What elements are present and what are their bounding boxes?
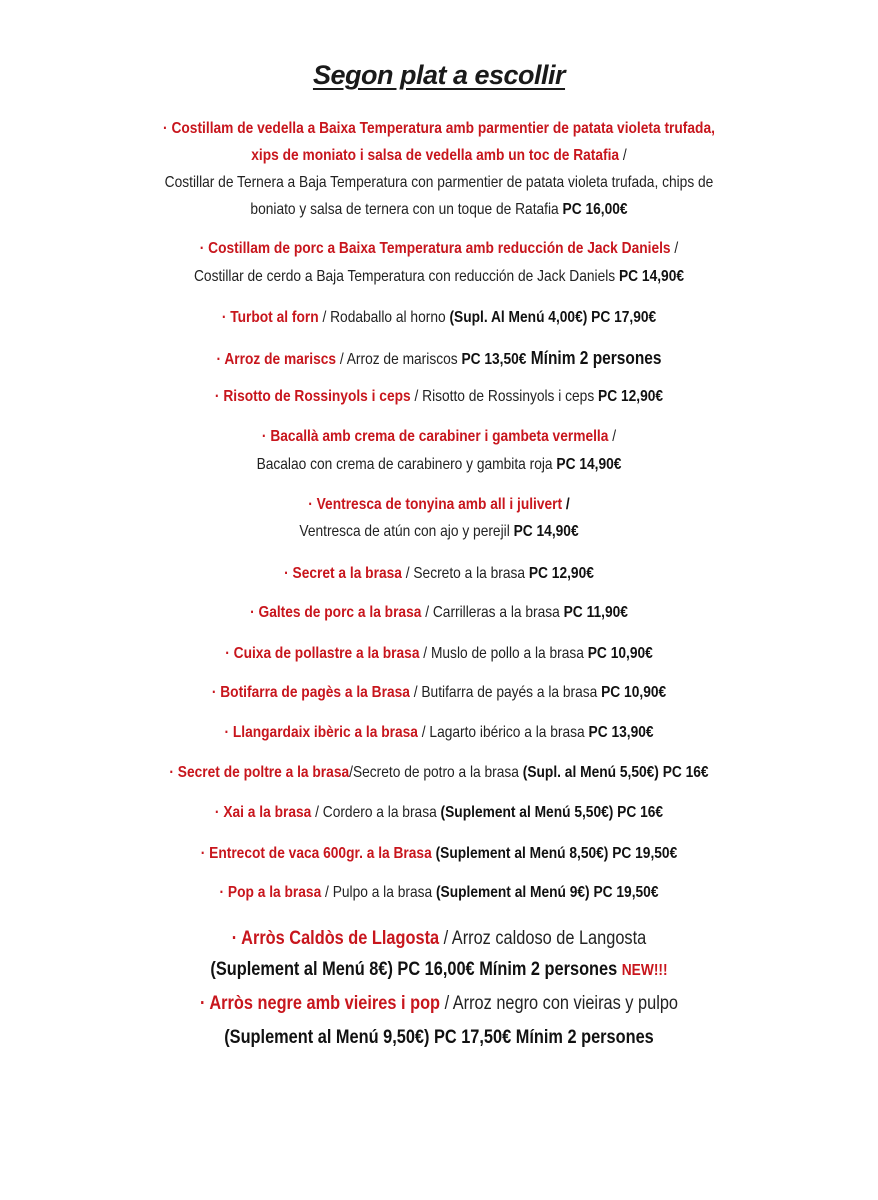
dish-name-spanish: Bacalao con crema de carabinero y gambita roja (256, 456, 557, 473)
new-badge: NEW!!! (621, 962, 668, 979)
dish-botifarra (61, 684, 816, 702)
dish-price: PC 14,90€ (556, 456, 622, 473)
dish-ribs-veal-line3 (61, 174, 816, 192)
dish-name-catalan: · Xai a la brasa (214, 804, 312, 821)
dish-name-catalan: xips de moniato i salsa de vedella amb un toc de Ratafia (251, 147, 620, 164)
dish-name-spanish: /Secreto de potro a la brasa (349, 764, 523, 781)
dish-name-catalan: · Llangardaix ibèric a la brasa (224, 724, 418, 741)
dish-price: (Suplement al Menú 5,50€) PC 16€ (440, 804, 664, 821)
dish-name-spanish: / Secreto a la brasa (401, 565, 529, 582)
dish-lobster-rice-line1 (61, 928, 816, 950)
dish-black-rice-line2 (61, 1027, 816, 1049)
dish-name-spanish: / Rodaballo al horno (322, 309, 450, 326)
dish-price: PC 14,90€ (513, 523, 579, 540)
dish-price: PC 10,90€ (587, 645, 653, 662)
dish-name-catalan: · Risotto de Rossinyols i ceps (214, 388, 415, 405)
dish-name-catalan: · Galtes de porc a la brasa (250, 604, 422, 621)
dish-entrecot (61, 845, 816, 863)
dish-black-rice-line1 (61, 993, 816, 1015)
dish-tuna-line2 (61, 523, 816, 541)
dish-cod-line1 (61, 428, 816, 446)
dish-lobster-rice-line2 (61, 959, 816, 981)
separator: / (608, 428, 617, 445)
dish-name-spanish: Costillar de cerdo a Baja Temperatura con reducción de Jack Daniels (193, 268, 619, 285)
dish-ribs-pork-line2 (61, 268, 816, 286)
dish-name-catalan: · Secret de poltre a la brasa (169, 764, 350, 781)
dish-price: PC 13,90€ (588, 724, 654, 741)
dish-name-catalan: · Costillam de vedella a Baixa Temperatura amb parmentier de patata violeta trufada, (163, 120, 715, 137)
dish-name-spanish: / Carrilleras a la brasa (421, 604, 564, 621)
dish-lamb (61, 804, 816, 822)
dish-name-catalan: · Cuixa de pollastre a la brasa (225, 645, 420, 662)
dish-price: (Suplement al Menú 8,50€) PC 19,50€ (435, 845, 678, 862)
dish-name-spanish: / Pulpo a la brasa (321, 884, 436, 901)
dish-turbot (61, 309, 816, 327)
dish-name-catalan: · Arròs Caldòs de Llagosta (231, 928, 440, 949)
separator: / (562, 496, 570, 513)
dish-name-spanish: / Arroz de mariscos (336, 351, 462, 368)
dish-cod-line2 (61, 456, 816, 474)
dish-name-catalan: · Bacallà amb crema de carabiner i gambeta vermella (261, 428, 609, 445)
dish-name-catalan: · Botifarra de pagès a la Brasa (211, 684, 410, 701)
dish-pork-cheeks (61, 604, 816, 622)
dish-name-catalan: · Pop a la brasa (219, 884, 322, 901)
dish-ribs-veal-line4 (61, 201, 816, 219)
dish-name-spanish: / Arroz caldoso de Langosta (439, 928, 647, 949)
dish-name-catalan: · Costillam de porc a Baixa Temperatura amb reducción de Jack Daniels (199, 240, 671, 257)
dish-name-spanish: / Lagarto ibérico a la brasa (417, 724, 589, 741)
dish-name-spanish: / Cordero a la brasa (311, 804, 441, 821)
dish-secret-pork (61, 565, 816, 583)
dish-price: PC 10,90€ (601, 684, 667, 701)
dish-chicken-thigh (61, 645, 816, 663)
dish-price: (Suplement al Menú 9€) PC 19,50€ (435, 884, 659, 901)
dish-name-spanish: boniato y salsa de ternera con un toque de Ratafia (250, 201, 563, 218)
dish-name-catalan: · Arròs negre amb vieires i pop (200, 993, 441, 1014)
dish-price: (Supl. Al Menú 4,00€) PC 17,90€ (449, 309, 657, 326)
dish-seafood-rice (61, 348, 816, 369)
page-title: Segon plat a escollir (312, 60, 566, 90)
dish-ribs-veal-line2 (61, 147, 816, 165)
dish-price: PC 12,90€ (528, 565, 594, 582)
dish-price: PC 13,50€ (461, 351, 527, 368)
dish-tuna-line1 (61, 496, 816, 514)
dish-price: PC 16,00€ (562, 201, 628, 218)
separator: / (619, 147, 627, 164)
dish-price: (Supl. al Menú 5,50€) PC 16€ (522, 764, 709, 781)
dish-foal-secret (61, 764, 816, 782)
dish-price: PC 14,90€ (618, 268, 685, 285)
dish-name-spanish: Ventresca de atún con ajo y perejil (299, 523, 514, 540)
dish-name-spanish: / Arroz negro con vieiras y pulpo (440, 993, 678, 1014)
dish-note: Mínim 2 persones (526, 348, 662, 368)
dish-price: (Suplement al Menú 9,50€) PC 17,50€ Mínim 2 persones (224, 1027, 654, 1048)
dish-name-catalan: · Turbot al forn (221, 309, 323, 326)
separator: / (670, 240, 679, 257)
dish-name-spanish: Costillar de Ternera a Baja Temperatura con parmentier de patata violeta trufada, chips de (164, 174, 714, 191)
dish-iberian-lagarto (61, 724, 816, 742)
dish-price: PC 11,90€ (563, 604, 628, 621)
dish-name-spanish: / Butifarra de payés a la brasa (409, 684, 602, 701)
dish-name-catalan: · Arroz de mariscs (216, 351, 337, 368)
dish-name-catalan: · Secret a la brasa (284, 565, 402, 582)
dish-octopus (61, 884, 816, 902)
dish-name-spanish: / Muslo de pollo a la brasa (419, 645, 588, 662)
dish-price: PC 12,90€ (598, 388, 664, 405)
dish-name-spanish: / Risotto de Rossinyols i ceps (414, 388, 599, 405)
dish-ribs-pork-line1 (61, 240, 816, 258)
dish-ribs-veal-line1 (61, 120, 816, 138)
dish-risotto (61, 388, 816, 406)
dish-price: (Suplement al Menú 8€) PC 16,00€ Mínim 2 persones (210, 959, 622, 980)
dish-name-catalan: · Entrecot de vaca 600gr. a la Brasa (200, 845, 432, 862)
dish-name-catalan: · Ventresca de tonyina amb all i julivert (308, 496, 563, 513)
